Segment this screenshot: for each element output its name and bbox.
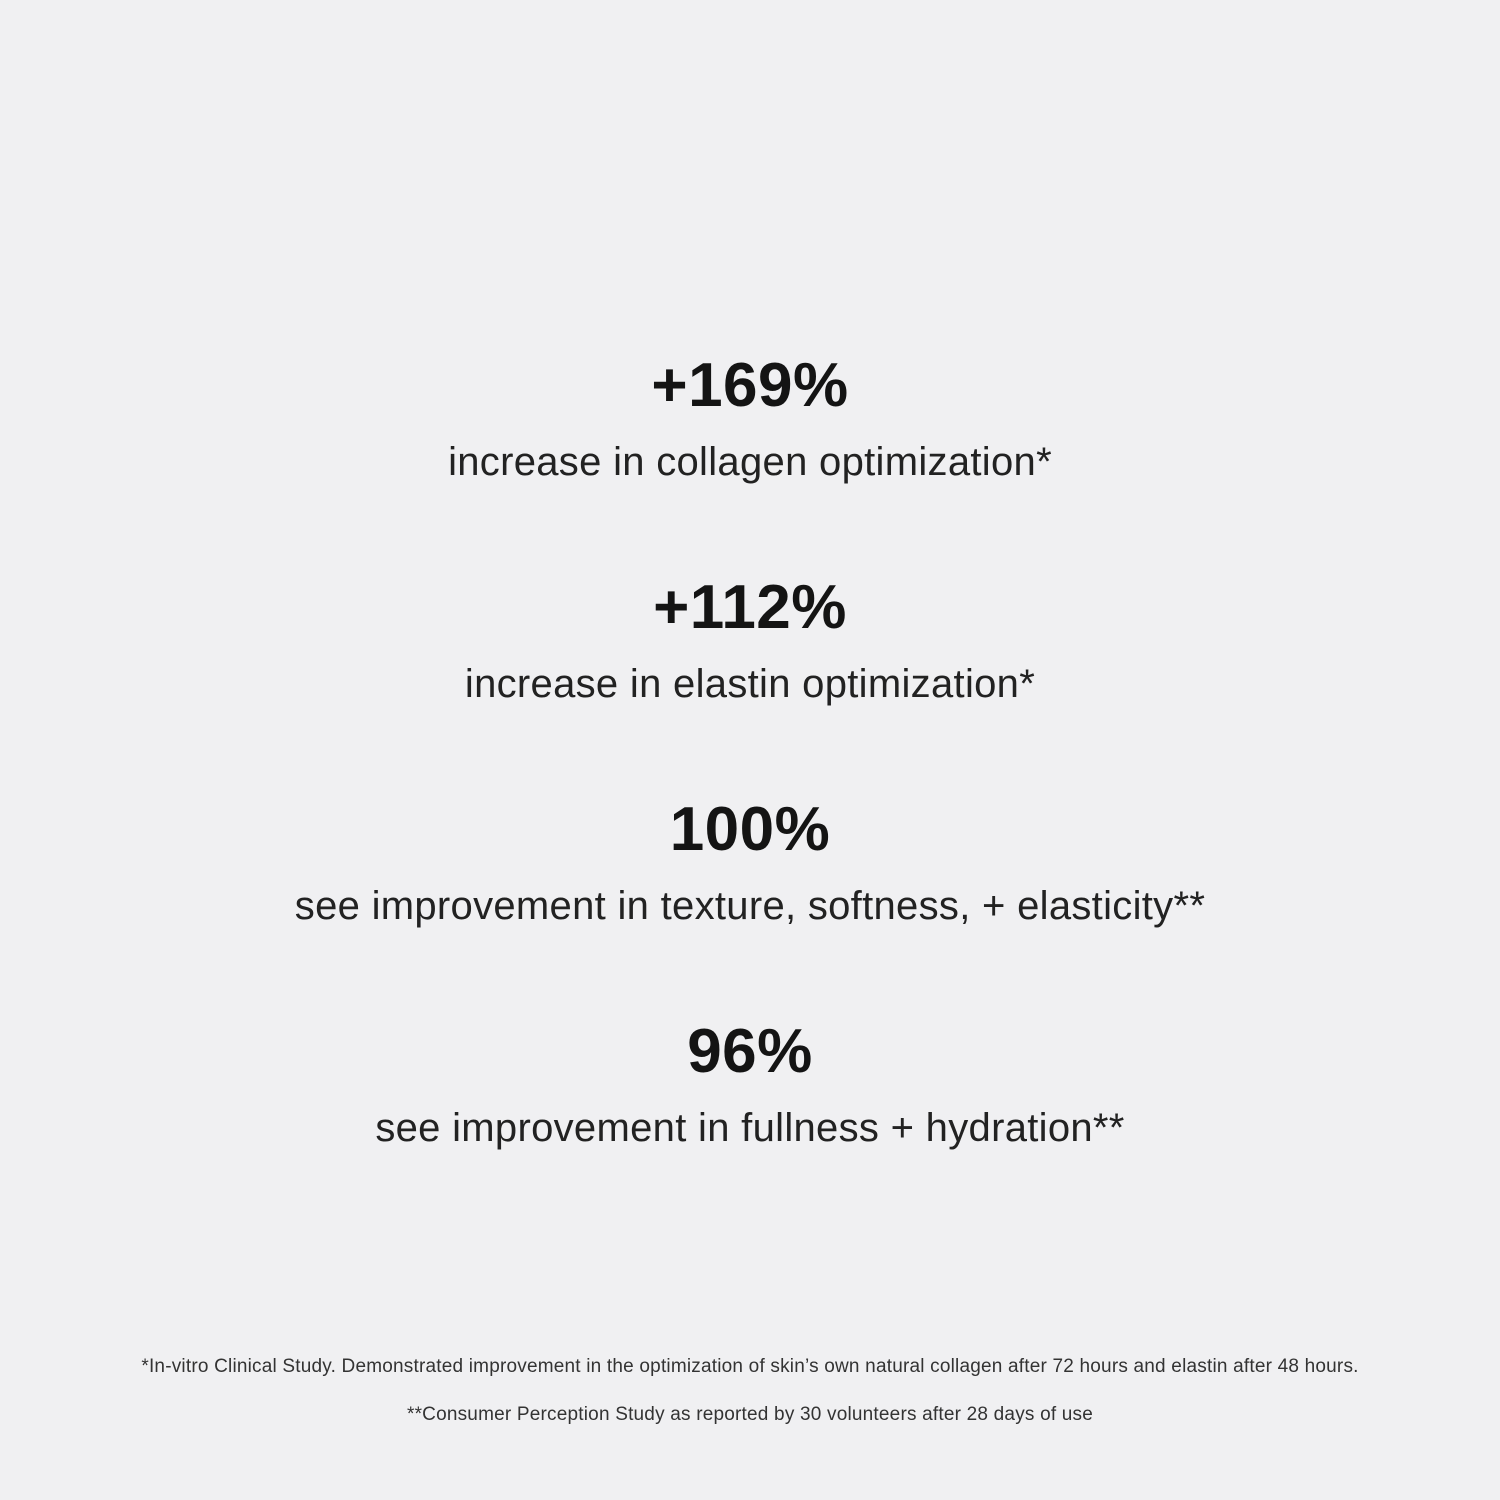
stat-collagen <box>448 351 1052 485</box>
stat-texture <box>294 795 1206 929</box>
stat-collagen-caption: increase in collagen optimization* <box>448 440 1052 484</box>
stat-texture-caption: see improvement in texture, softness, + elasticity** <box>294 884 1206 928</box>
stat-elastin <box>464 573 1036 707</box>
stat-fullness-value: 96% <box>687 1017 813 1086</box>
footnotes <box>0 1353 1500 1500</box>
footnote-consumer-study: **Consumer Perception Study as reported by 30 volunteers after 28 days of use <box>406 1404 1094 1425</box>
footnote-clinical-study: *In-vitro Clinical Study. Demonstrated improvement in the optimization of skin’s own natural collagen after 72 hours and elastin after 48 hours. <box>141 1356 1359 1377</box>
stat-fullness <box>375 1017 1125 1151</box>
stat-elastin-caption: increase in elastin optimization* <box>464 662 1036 706</box>
stat-fullness-caption: see improvement in fullness + hydration** <box>375 1106 1125 1150</box>
stat-elastin-value: +112% <box>653 573 847 642</box>
stat-texture-value: 100% <box>669 795 831 864</box>
stat-collagen-value: +169% <box>651 351 849 420</box>
